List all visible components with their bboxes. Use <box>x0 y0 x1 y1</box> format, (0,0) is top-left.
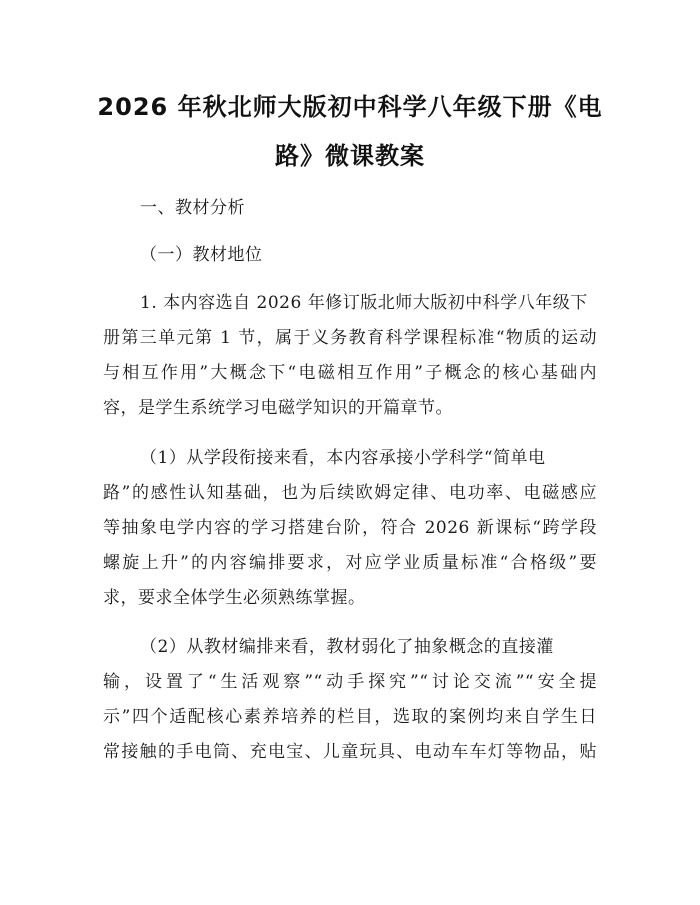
paragraph-2-line-5: 求，要求全体学生必须熟练掌握。 <box>103 588 366 608</box>
paragraph-1-line-2: 册第三单元第 1 节，属于义务教育科学课程标准“物质的运动 <box>103 328 597 348</box>
paragraph-1-line-4: 容，是学生系统学习电磁学知识的开篇章节。 <box>103 398 453 418</box>
paragraph-2-line-1: （1）从学段衔接来看，本内容承接小学科学“简单电 <box>140 448 546 468</box>
document-title-line-2: 路》微课教案 <box>275 142 425 170</box>
paragraph-2-line-3: 等抽象电学内容的学习搭建台阶，符合 2026 新课标“跨学段 <box>103 518 597 538</box>
section-heading: 一、教材分析 <box>140 198 245 218</box>
paragraph-3-line-2: 输，设置了“生活观察”“动手探究”“讨论交流”“安全提 <box>103 672 597 692</box>
paragraph-3-line-3: 示”四个适配核心素养培养的栏目，选取的案例均来自学生日 <box>103 707 597 727</box>
paragraph-2-line-4: 螺旋上升”的内容编排要求，对应学业质量标准“合格级”要 <box>103 553 597 573</box>
paragraph-1-line-3: 与相互作用”大概念下“电磁相互作用”子概念的核心基础内 <box>103 363 597 383</box>
document-title-line-1: 2026 年秋北师大版初中科学八年级下册《电 <box>97 93 603 121</box>
paragraph-2-line-2: 路”的感性认知基础，也为后续欧姆定律、电功率、电磁感应 <box>103 483 597 503</box>
paragraph-1-line-1: 1. 本内容选自 2026 年修订版北师大版初中科学八年级下 <box>140 293 588 313</box>
subsection-heading: （一）教材地位 <box>140 245 263 265</box>
paragraph-3-line-1: （2）从教材编排来看，教材弱化了抽象概念的直接灌 <box>140 637 554 657</box>
paragraph-3-line-4: 常接触的手电筒、充电宝、儿童玩具、电动车车灯等物品，贴 <box>103 742 597 762</box>
